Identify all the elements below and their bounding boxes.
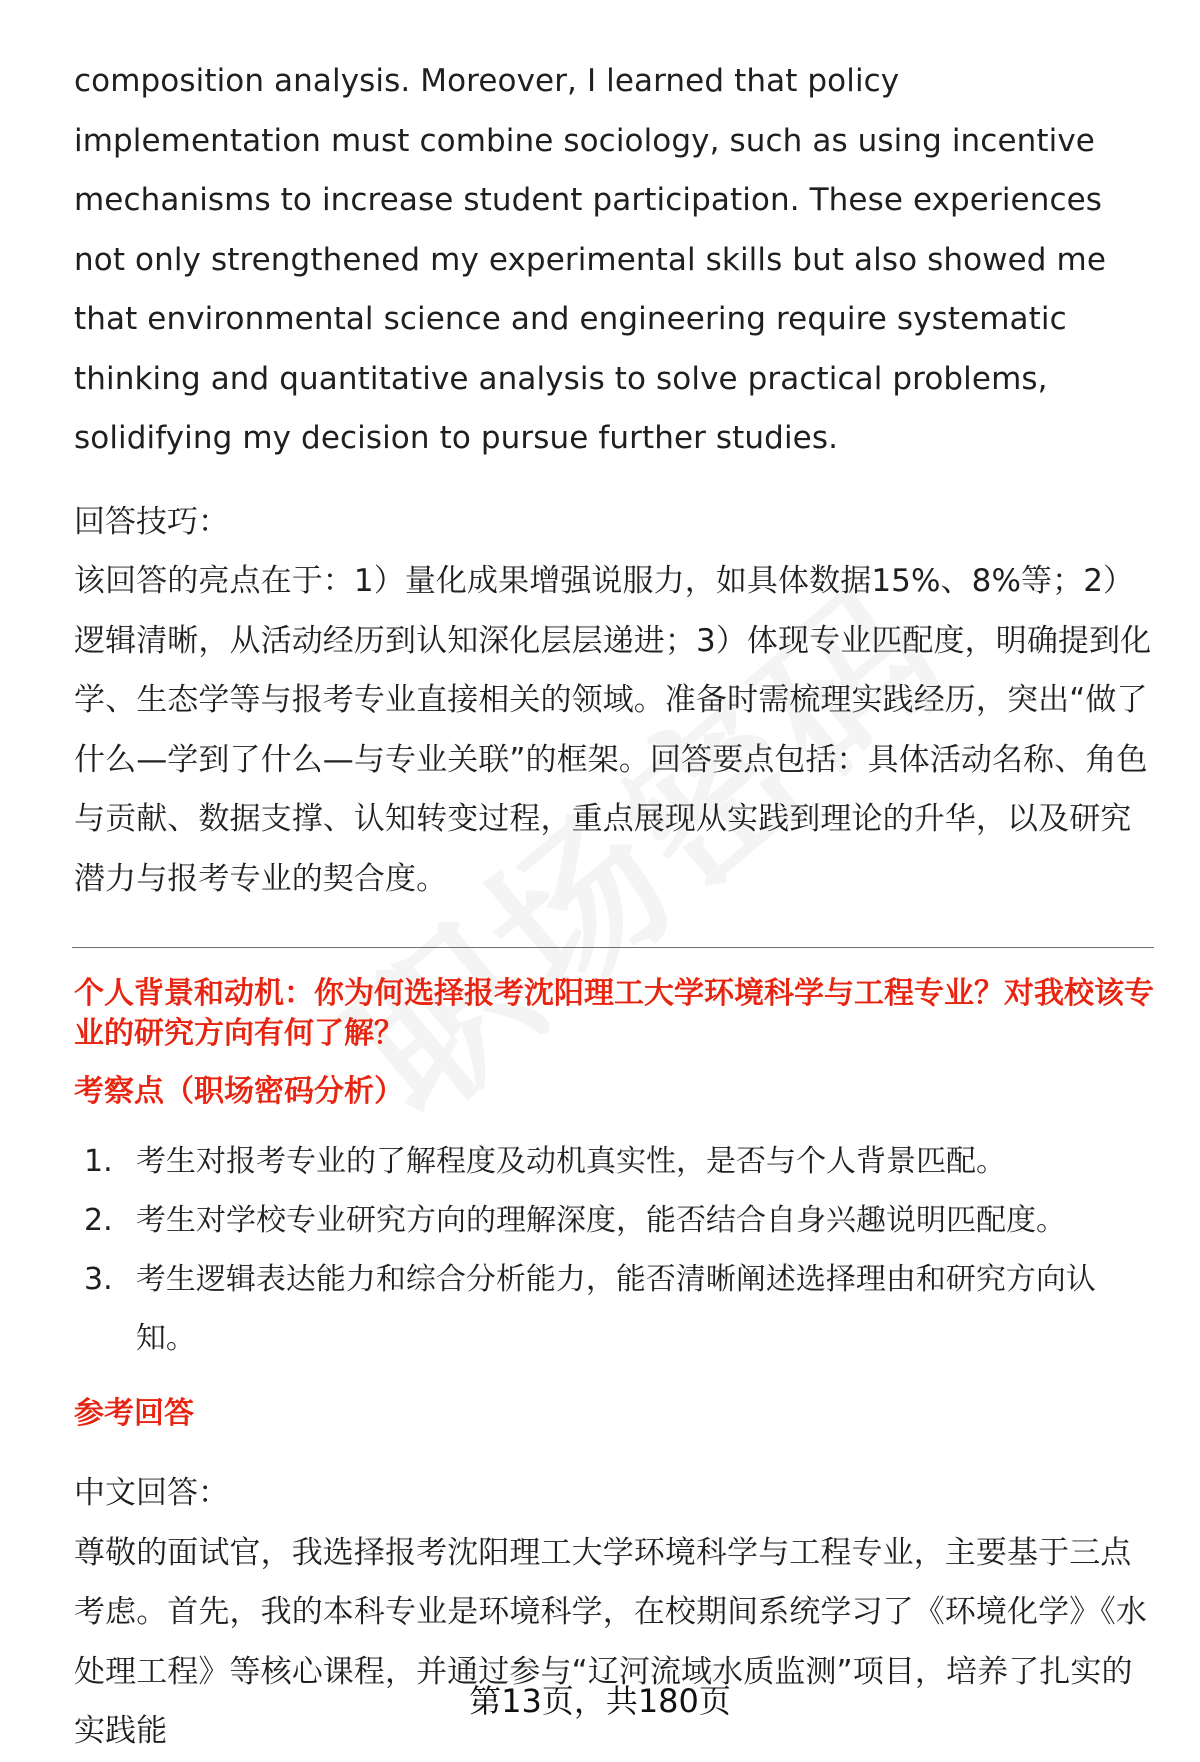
- reference-heading: 参考回答: [74, 1396, 194, 1431]
- section-divider: [72, 947, 1154, 948]
- list-item-number: 1.: [84, 1144, 113, 1179]
- list-item: [74, 1250, 1154, 1368]
- tips-paragraph: 该回答的亮点在于：1）量化成果增强说服力，如具体数据15%、8%等；2）逻辑清晰，从活动经历到认知深化层层递进；3）体现专业匹配度，明确提到化学、生态学等与报考专业直接相关的领域。准备时需梳理实践经历，突出“做了什么—学到了什么—与专业关联”的框架。回答要点包括：具体活动名称、角色与贡献、数据支撑、认知转变过程，重点展现从实践到理论的升华，以及研究潜力与报考专业的契合度。: [74, 563, 1152, 897]
- assessment-heading: 考察点（职场密码分析）: [74, 1074, 404, 1109]
- reference-label: 中文回答：: [74, 1475, 229, 1511]
- assessment-list: [74, 1132, 1154, 1368]
- list-item-number: 2.: [84, 1203, 113, 1238]
- list-item-text: 考生对报考专业的了解程度及动机真实性，是否与个人背景匹配。: [136, 1144, 1006, 1179]
- list-item-text: 考生逻辑表达能力和综合分析能力，能否清晰阐述选择理由和研究方向认知。: [135, 1262, 1096, 1356]
- reference-paragraph: 尊敬的面试官，我选择报考沈阳理工大学环境科学与工程专业，主要基于三点考虑。首先，我的本科专业是环境科学，在校期间系统学习了《环境化学》《水处理工程》等核心课程，并通过参与“辽河流域水质监测”项目，培养了扎实的实践能: [74, 1534, 1147, 1749]
- question-heading: 个人背景和动机：你为何选择报考沈阳理工大学环境科学与工程专业？对我校该专业的研究方向有何了解？: [74, 976, 1154, 1051]
- page-number: 第13页，共180页: [469, 1682, 731, 1720]
- intro-paragraph: composition analysis. Moreover, I learned that policy implementation must combine sociology, such as using incentive mechanisms to increase student participation. These experiences not only strengthened my experimental skills but also showed me that environmental science and engineering require systematic thinking and quantitative analysis to solve practical problems, solidifying my decision to pursue further studies.: [74, 63, 1107, 456]
- list-item: [74, 1132, 1154, 1191]
- page-content: [74, 52, 1154, 1762]
- list-item-number: 3.: [84, 1262, 113, 1297]
- tips-label: 回答技巧：: [74, 503, 229, 540]
- list-item: [74, 1191, 1154, 1250]
- list-item-text: 考生对学校专业研究方向的理解深度，能否结合自身兴趣说明匹配度。: [136, 1203, 1066, 1238]
